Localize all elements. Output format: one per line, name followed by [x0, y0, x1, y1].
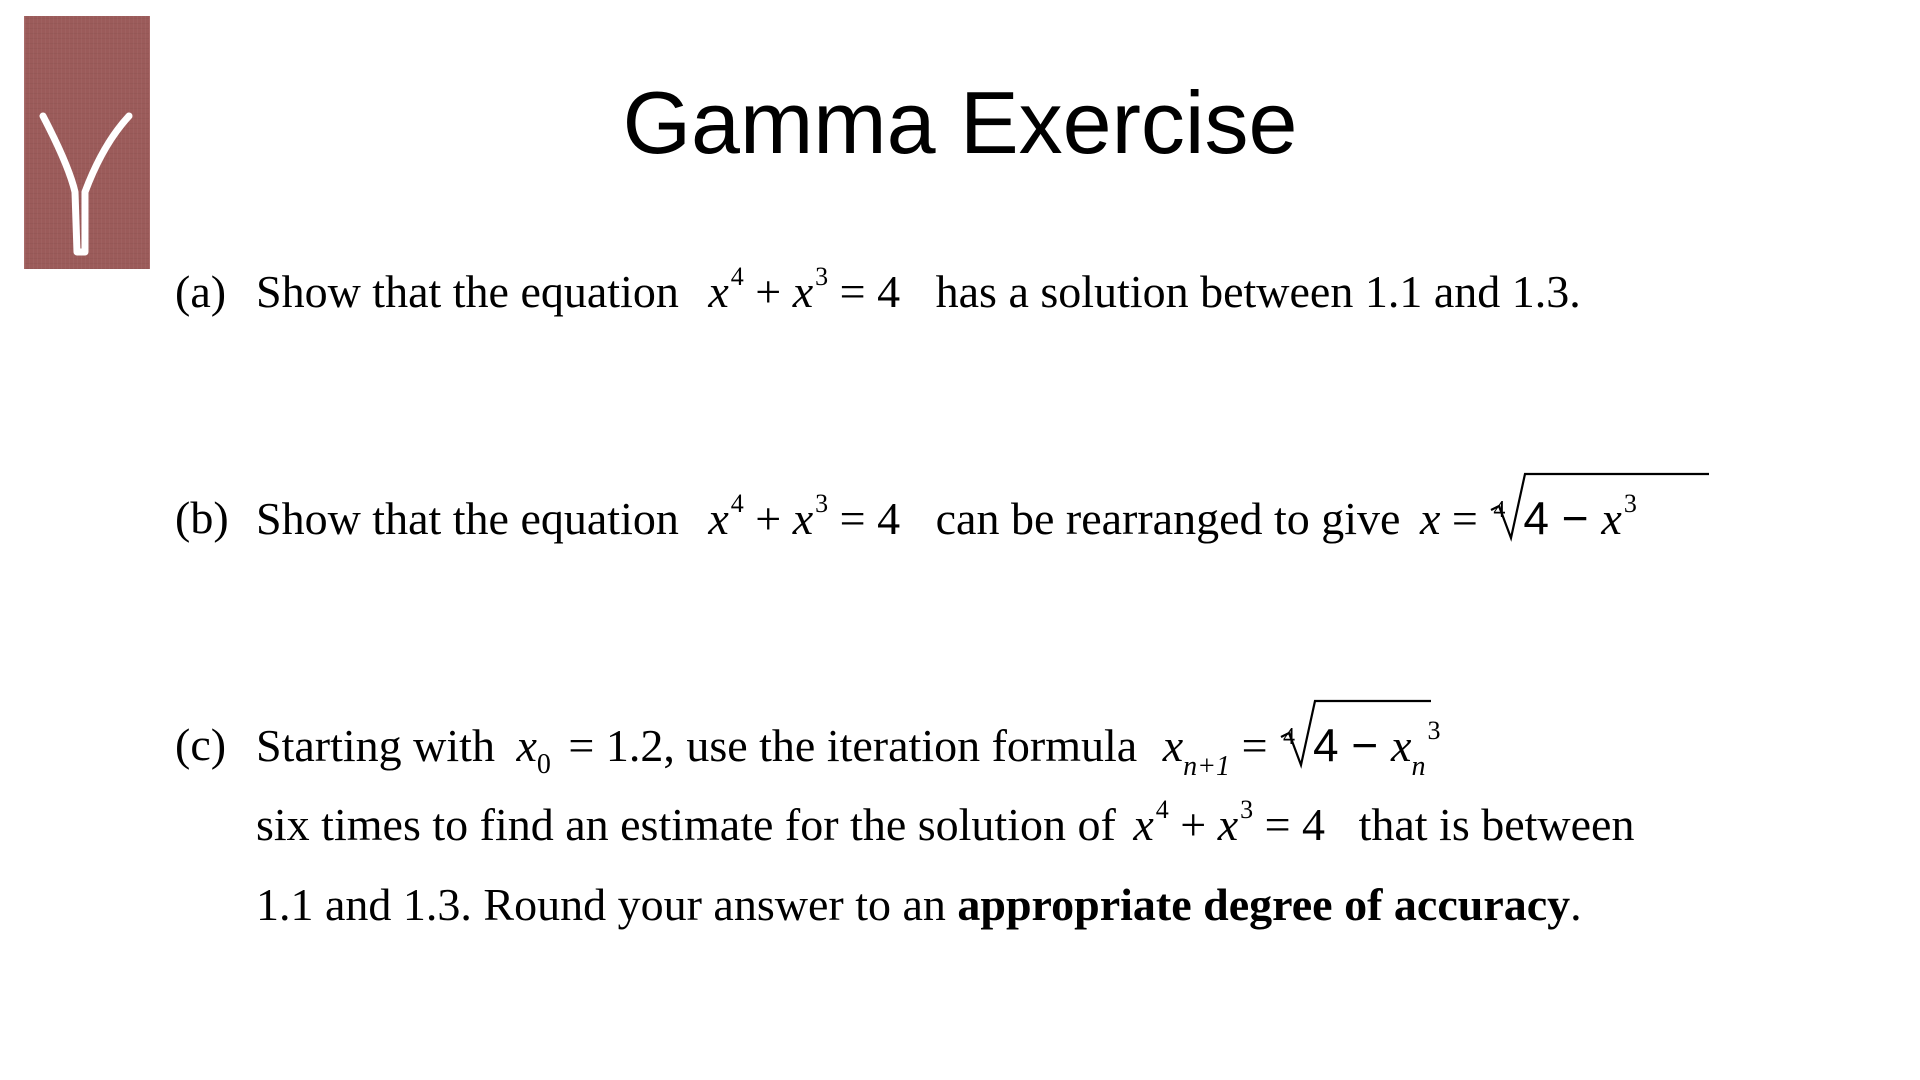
part-c-text-middle: = 1.2, use the iteration formula — [568, 720, 1138, 771]
part-a-text-end: has a solution between 1.1 and 1.3. — [935, 266, 1581, 317]
x0-variable: $x_0$ — [516, 720, 551, 780]
part-a-label: (a) — [175, 266, 227, 317]
iteration-fourth-root-radical: 4 $4 - x_n^3$ — [1279, 715, 1440, 783]
part-c-equation: $x^4 + x^3 = 4$ — [1133, 795, 1326, 850]
rearranged-formula: x = 4 $4 - x^3$ — [1420, 493, 1637, 544]
fourth-root-radical: 4 $4 - x^3$ — [1489, 488, 1636, 556]
part-a-text-start: Show that the equation — [256, 266, 679, 317]
part-c-line-2-start: six times to find an estimate for the solution of — [256, 799, 1116, 850]
part-c-line-3-end: . — [1570, 879, 1582, 930]
accuracy-emphasis: appropriate degree of accuracy — [957, 879, 1571, 930]
part-c-line-2 — [256, 795, 1634, 862]
part-b-label: (b) — [175, 492, 229, 543]
part-b-equation: $x^4 + x^3 = 4$ — [708, 489, 901, 544]
part-c-text-start: Starting with — [256, 720, 495, 771]
part-b-text-end: can be rearranged to give — [935, 493, 1401, 544]
part-c-line-3-start: 1.1 and 1.3. Round your answer to an — [256, 879, 946, 930]
part-b-text-start: Show that the equation — [256, 493, 679, 544]
part-c-label: (c) — [175, 719, 227, 770]
part-a-equation: $x^4 + x^3 = 4$ — [708, 262, 901, 317]
iteration-formula: $x_{n+1}$ = 4 $4 - x_n^3$ — [1163, 720, 1441, 771]
radical-sign-icon — [1489, 472, 1719, 542]
part-c-line-2-end: that is between — [1358, 799, 1635, 850]
page-title: Gamma Exercise — [622, 73, 1298, 172]
part-c-line-3 — [256, 875, 1582, 935]
